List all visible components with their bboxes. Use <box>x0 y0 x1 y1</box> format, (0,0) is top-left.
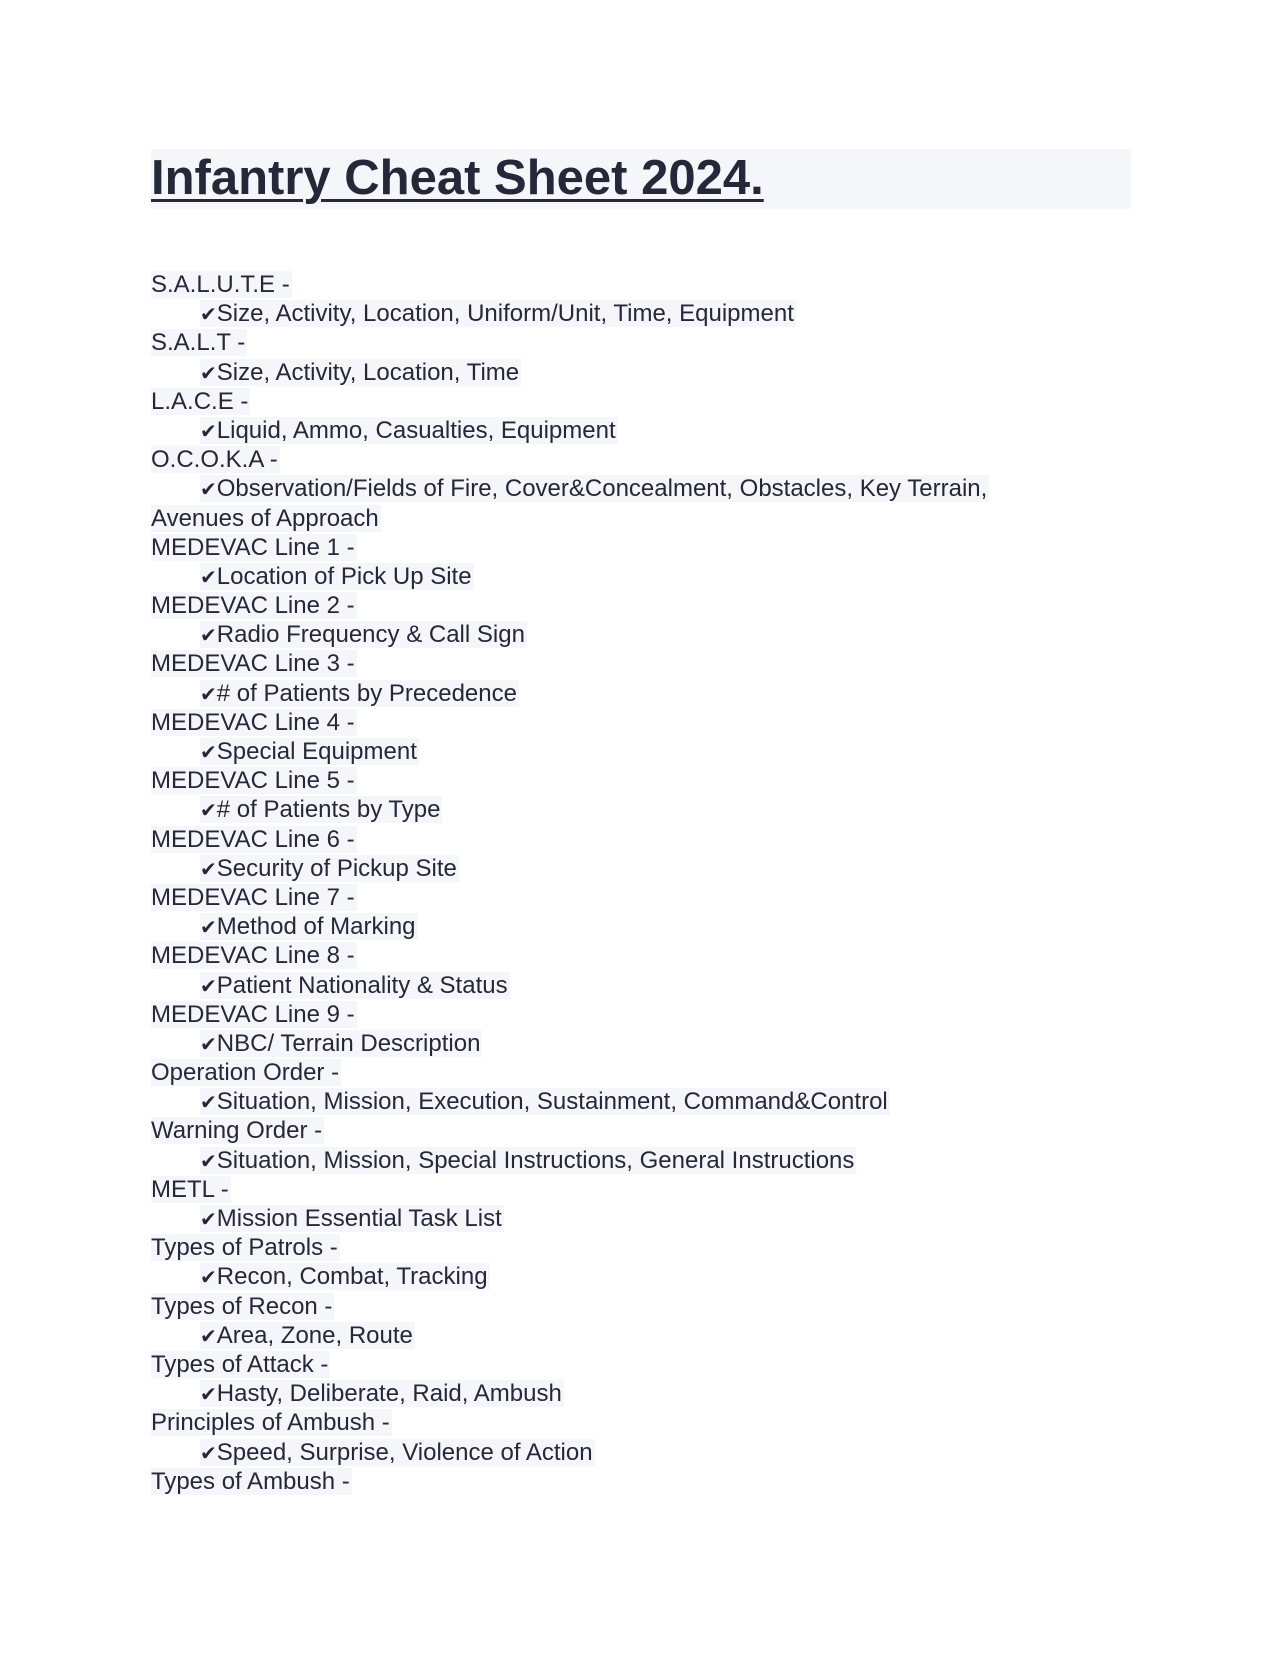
title-bar <box>151 149 1131 209</box>
entry-term: METL - <box>151 1175 229 1203</box>
entry-item-line <box>151 299 1131 328</box>
entry-item-line <box>151 1087 1131 1116</box>
document-title: Infantry Cheat Sheet 2024. <box>151 151 764 205</box>
entry-item-line <box>151 562 1131 591</box>
entry-term: MEDEVAC Line 4 - <box>151 708 355 736</box>
entry-item-text: Recon, Combat, Tracking <box>216 1263 488 1291</box>
check-mark-icon: ✔ <box>200 1148 217 1173</box>
check-mark-icon: ✔ <box>200 798 217 823</box>
entry-item <box>200 796 442 823</box>
check-mark-icon: ✔ <box>200 1207 217 1231</box>
entry-term: S.A.L.U.T.E - <box>151 271 290 298</box>
entry-item-line <box>151 854 1131 883</box>
entry-term-line <box>151 1175 1131 1204</box>
entry-item-text: Size, Activity, Location, Time <box>216 358 520 386</box>
entry-term: MEDEVAC Line 3 - <box>151 650 355 678</box>
check-mark-icon: ✔ <box>200 856 217 881</box>
entry-term: MEDEVAC Line 9 - <box>151 1000 355 1028</box>
entry-term-line <box>151 1350 1131 1379</box>
check-mark-icon: ✔ <box>200 1440 217 1465</box>
entry-item-line <box>151 1204 1131 1233</box>
entry-term-line <box>151 1116 1131 1145</box>
entry-item-line <box>151 1379 1131 1408</box>
entry-item-line <box>151 474 1131 503</box>
check-mark-icon: ✔ <box>200 564 217 589</box>
entry-item <box>200 417 618 444</box>
entry-item-text: NBC/ Terrain Description <box>216 1029 481 1057</box>
entry-item-continuation: Avenues of Approach <box>151 504 379 532</box>
entry-term: Types of Patrols - <box>151 1234 338 1262</box>
entry-item <box>200 1088 890 1115</box>
entry-item <box>200 621 527 648</box>
entry-term: Types of Ambush - <box>151 1467 350 1495</box>
entry-item-text: Security of Pickup Site <box>216 854 457 882</box>
check-mark-icon: ✔ <box>200 360 217 385</box>
entry-item-line <box>151 1438 1131 1467</box>
entry-item-continuation-line <box>151 504 1131 533</box>
entry-term-line <box>151 825 1131 854</box>
entry-item <box>200 1205 504 1232</box>
entry-term: MEDEVAC Line 2 - <box>151 592 355 620</box>
check-mark-icon: ✔ <box>200 740 217 764</box>
entry-item-text: Liquid, Ammo, Casualties, Equipment <box>216 416 616 444</box>
check-mark-icon: ✔ <box>200 915 217 940</box>
entry-term: MEDEVAC Line 1 - <box>151 533 355 561</box>
check-mark-icon: ✔ <box>200 477 217 502</box>
entry-item-text: Situation, Mission, Special Instructions, General Instructions <box>216 1146 855 1174</box>
entry-term: MEDEVAC Line 8 - <box>151 942 355 970</box>
entry-item <box>200 1263 490 1290</box>
entry-term: S.A.L.T - <box>151 329 246 357</box>
entry-term-line <box>151 1408 1131 1437</box>
entry-term-line <box>151 1233 1131 1262</box>
entry-item-text: Situation, Mission, Execution, Sustainment, Command&Control <box>216 1088 888 1116</box>
entry-term-line <box>151 1000 1131 1029</box>
entry-item-line <box>151 1029 1131 1058</box>
check-mark-icon: ✔ <box>200 1031 217 1056</box>
entry-item-line <box>151 1146 1131 1175</box>
entry-item-text: # of Patients by Precedence <box>216 679 517 707</box>
entry-item-line <box>151 971 1131 1000</box>
entry-item <box>200 855 459 882</box>
entry-item-line <box>151 737 1131 766</box>
entry-item-text: Radio Frequency & Call Sign <box>216 621 525 649</box>
entry-item <box>200 972 510 999</box>
entry-term-line <box>151 883 1131 912</box>
entry-item-text: Hasty, Deliberate, Raid, Ambush <box>216 1380 562 1408</box>
entry-item-line <box>151 795 1131 824</box>
check-mark-icon: ✔ <box>200 1090 217 1115</box>
entry-item-line <box>151 1262 1131 1291</box>
entry-term: Types of Recon - <box>151 1292 333 1320</box>
entry-term: MEDEVAC Line 7 - <box>151 883 355 911</box>
entry-item-text: Method of Marking <box>216 913 416 941</box>
entry-term-line <box>151 387 1131 416</box>
entry-term-line <box>151 766 1131 795</box>
entry-item <box>200 1030 482 1057</box>
check-mark-icon: ✔ <box>200 1323 217 1348</box>
entry-item-line <box>151 679 1131 708</box>
entry-term: O.C.O.K.A - <box>151 446 278 474</box>
entry-term-line <box>151 591 1131 620</box>
entry-item-line <box>151 358 1131 387</box>
entry-term-line <box>151 1058 1131 1087</box>
entry-item-line <box>151 912 1131 941</box>
entry-item <box>200 913 418 940</box>
entry-item <box>200 1380 564 1407</box>
entry-item-text: Size, Activity, Location, Uniform/Unit, Time, Equipment <box>216 300 794 328</box>
entry-term-line <box>151 708 1131 737</box>
entry-item-text: Location of Pick Up Site <box>216 562 472 590</box>
entry-item-text: Area, Zone, Route <box>216 1321 413 1349</box>
check-mark-icon: ✔ <box>200 973 217 998</box>
entry-item <box>200 475 989 502</box>
entry-term: Types of Attack - <box>151 1350 329 1378</box>
entry-item <box>200 680 519 707</box>
entry-term-line <box>151 328 1131 357</box>
entry-item-text: Special Equipment <box>216 738 417 765</box>
entry-term: MEDEVAC Line 5 - <box>151 767 355 795</box>
entry-term-line <box>151 941 1131 970</box>
entry-term: L.A.C.E - <box>151 387 249 415</box>
entry-item <box>200 1322 415 1349</box>
entry-item <box>200 1147 856 1174</box>
entries-list <box>151 270 1131 1496</box>
document-page <box>151 149 1131 1496</box>
entry-item <box>200 563 474 590</box>
entry-term-line <box>151 533 1131 562</box>
entry-term: MEDEVAC Line 6 - <box>151 825 355 853</box>
entry-term: Principles of Ambush - <box>151 1409 390 1437</box>
entry-term-line <box>151 445 1131 474</box>
entry-item-text: # of Patients by Type <box>216 796 441 824</box>
entry-item <box>200 738 419 765</box>
check-mark-icon: ✔ <box>200 1382 217 1407</box>
entry-item-text: Mission Essential Task List <box>216 1205 502 1232</box>
entry-term: Operation Order - <box>151 1059 340 1087</box>
entry-item <box>200 300 796 327</box>
entry-item <box>200 359 521 386</box>
entry-item-text: Patient Nationality & Status <box>216 971 508 999</box>
entry-term-line <box>151 1467 1131 1496</box>
entry-term-line <box>151 270 1131 299</box>
entry-item-line <box>151 416 1131 445</box>
check-mark-icon: ✔ <box>200 1265 217 1290</box>
check-mark-icon: ✔ <box>200 418 217 443</box>
check-mark-icon: ✔ <box>200 623 217 648</box>
check-mark-icon: ✔ <box>200 302 217 327</box>
entry-term-line <box>151 649 1131 678</box>
check-mark-icon: ✔ <box>200 681 217 706</box>
entry-term-line <box>151 1292 1131 1321</box>
entry-term: Warning Order - <box>151 1117 323 1145</box>
entry-item <box>200 1439 595 1466</box>
entry-item-text: Speed, Surprise, Violence of Action <box>216 1438 593 1466</box>
entry-item-line <box>151 620 1131 649</box>
entry-item-line <box>151 1321 1131 1350</box>
entry-item-text: Observation/Fields of Fire, Cover&Concealment, Obstacles, Key Terrain, <box>216 475 988 503</box>
